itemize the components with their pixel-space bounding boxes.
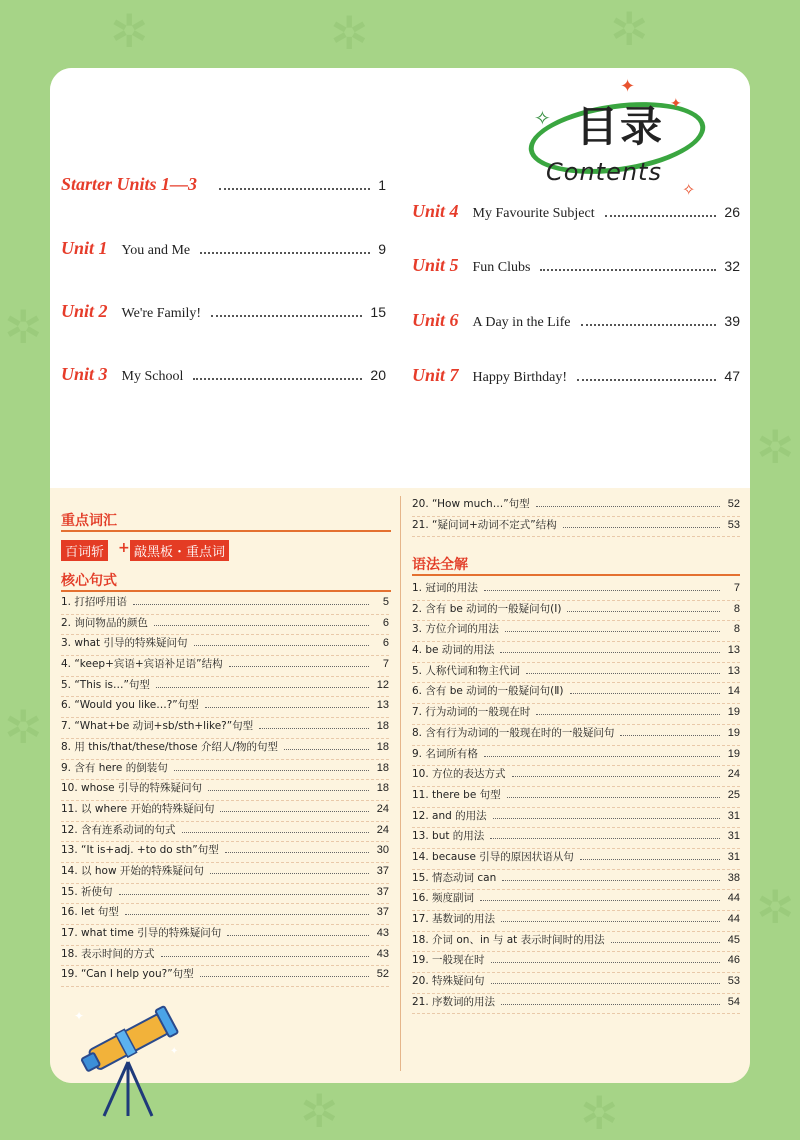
page-number: 13	[727, 644, 740, 657]
list-item[interactable]	[61, 677, 389, 698]
tree-decoration-icon: ✲	[580, 1086, 619, 1140]
page-number: 18	[376, 761, 389, 774]
tree-decoration-icon: ✲	[300, 1084, 339, 1138]
item-title: 1. 打招呼用语	[61, 596, 127, 608]
item-title: 19. 一般现在时	[412, 954, 485, 967]
list-item[interactable]	[61, 780, 389, 801]
list-item[interactable]	[61, 739, 389, 760]
leader-dots	[200, 976, 369, 977]
leader-dots	[507, 797, 720, 798]
list-item[interactable]	[412, 911, 740, 932]
page-number: 53	[727, 518, 740, 531]
unit-title: My Favourite Subject	[472, 206, 595, 221]
leader-dots	[205, 707, 369, 708]
item-title: 12. 含有连系动词的句式	[61, 823, 176, 836]
list-item[interactable]	[412, 517, 740, 538]
page-number: 31	[727, 809, 740, 822]
leader-dots	[284, 749, 369, 750]
page-number: 37	[376, 864, 389, 877]
item-title: 7. 行为动词的一般现在时	[412, 706, 531, 719]
sparkle-icon: ✦	[620, 76, 636, 97]
page-number: 15	[370, 304, 386, 320]
leader-dots	[259, 728, 369, 729]
item-title: 12. and 的用法	[412, 809, 487, 822]
item-title: 6. 含有 be 动词的一般疑问句(Ⅱ)	[412, 685, 564, 698]
grammar-list	[412, 580, 740, 1014]
leader-dots	[154, 625, 369, 626]
heading-underline	[61, 530, 391, 532]
list-item[interactable]	[61, 615, 389, 636]
list-item[interactable]	[61, 863, 389, 884]
list-item[interactable]	[61, 904, 389, 925]
tree-decoration-icon: ✲	[4, 700, 43, 754]
item-title: 20. “How much…”句型	[412, 498, 530, 510]
leader-dots	[493, 818, 720, 819]
list-item[interactable]	[61, 966, 389, 987]
leader-dots	[229, 666, 369, 667]
page-number: 52	[376, 968, 389, 981]
leader-dots	[491, 962, 720, 963]
item-title: 21. “疑问词+动词不定式”结构	[412, 518, 557, 531]
svg-text:✦: ✦	[170, 1046, 179, 1057]
leader-dots	[501, 1004, 720, 1005]
toc-entry-unit-4[interactable]	[412, 201, 740, 229]
contents-logo	[520, 76, 740, 206]
leader-dots	[225, 852, 369, 853]
leader-dots	[484, 756, 720, 757]
sentences-list-continued	[412, 496, 740, 537]
list-item[interactable]	[412, 952, 740, 973]
list-item[interactable]	[412, 890, 740, 911]
list-item[interactable]	[61, 925, 389, 946]
list-item[interactable]	[412, 849, 740, 870]
unit-title: A Day in the Life	[472, 315, 571, 330]
list-item[interactable]	[61, 842, 389, 863]
heading-underline	[412, 574, 740, 576]
column-divider	[400, 496, 401, 1071]
page-number: 45	[727, 933, 740, 946]
leader-dots	[156, 687, 369, 688]
page-number: 19	[727, 706, 740, 719]
item-title: 5. “This is…”句型	[61, 678, 150, 691]
leader-dots	[502, 880, 720, 881]
page-number: 31	[727, 850, 740, 863]
item-title: 15. 祈使句	[61, 885, 113, 898]
page-number: 39	[724, 313, 740, 329]
list-item[interactable]	[61, 697, 389, 718]
page-number: 43	[376, 927, 389, 939]
list-item[interactable]	[412, 663, 740, 684]
tree-decoration-icon: ✲	[330, 6, 369, 60]
leader-dots	[501, 921, 720, 922]
list-item[interactable]	[61, 760, 389, 781]
item-title: 10. 方位的表达方式	[412, 768, 506, 781]
list-item[interactable]	[412, 870, 740, 891]
item-title: 3. what 引导的特殊疑问句	[61, 637, 188, 650]
page-number: 32	[724, 258, 740, 274]
list-item[interactable]	[412, 932, 740, 953]
item-title: 18. 表示时间的方式	[61, 947, 155, 960]
page-number: 1	[378, 177, 386, 193]
item-title: 13. but 的用法	[412, 830, 485, 843]
unit-title: You and Me	[121, 243, 191, 258]
list-item[interactable]	[412, 746, 740, 767]
vocab-tag-1[interactable]: 百词斩	[61, 540, 108, 561]
leader-dots	[182, 832, 369, 833]
leader-dots	[512, 776, 720, 777]
list-item[interactable]	[61, 656, 389, 677]
leader-dots	[220, 811, 369, 812]
unit-title: Happy Birthday!	[472, 370, 567, 385]
contents-page	[50, 68, 750, 1083]
list-item[interactable]	[412, 642, 740, 663]
page-number: 13	[376, 699, 389, 712]
item-title: 9. 含有 here 的倒装句	[61, 761, 168, 774]
leader-dots	[567, 611, 720, 612]
unit-title: Fun Clubs	[472, 260, 531, 275]
leader-dots	[581, 324, 717, 326]
page-number: 7	[733, 582, 740, 594]
page-number: 31	[727, 830, 740, 843]
sparkle-icon: ✧	[534, 106, 551, 130]
item-title: 14. because 引导的原因状语从句	[412, 850, 574, 863]
sparkle-icon: ✦	[670, 96, 682, 112]
tree-decoration-icon: ✲	[4, 300, 43, 354]
tree-decoration-icon: ✲	[610, 2, 649, 56]
list-item[interactable]	[412, 496, 740, 517]
leader-dots	[620, 735, 720, 736]
page-number: 8	[733, 602, 740, 615]
toc-entry-unit-7[interactable]	[412, 365, 740, 393]
svg-text:✦: ✦	[74, 1009, 85, 1023]
item-title: 9. 名词所有格	[412, 747, 478, 760]
leader-dots	[133, 604, 369, 605]
item-title: 4. “keep+宾语+宾语补足语”结构	[61, 658, 223, 671]
page-number: 47	[724, 368, 740, 384]
item-title: 6. “Would you like…?”句型	[61, 699, 199, 712]
unit-label: Unit 5	[412, 255, 459, 275]
unit-label: Unit 4	[412, 201, 459, 221]
page-number: 44	[727, 913, 740, 925]
page-number: 25	[727, 788, 740, 801]
plus-sign: +	[118, 540, 130, 556]
unit-label: Unit 2	[61, 301, 108, 321]
list-item[interactable]	[61, 718, 389, 739]
page-number: 24	[376, 823, 389, 836]
page-number: 14	[727, 685, 740, 698]
item-title: 1. 冠词的用法	[412, 582, 478, 594]
unit-label: Unit 3	[61, 364, 108, 384]
page-number: 18	[376, 740, 389, 753]
leader-dots	[526, 673, 720, 674]
list-item[interactable]	[412, 828, 740, 849]
item-title: 21. 序数词的用法	[412, 995, 496, 1008]
leader-dots	[484, 590, 720, 591]
item-title: 18. 介词 on、in 与 at 表示时间时的用法	[412, 933, 605, 946]
page-number: 37	[376, 906, 389, 919]
item-title: 8. 含有行为动词的一般现在时的一般疑问句	[412, 726, 615, 739]
item-title: 16. 频度副词	[412, 892, 475, 905]
leader-dots	[210, 873, 369, 874]
item-title: 10. whose 引导的特殊疑问句	[61, 782, 202, 795]
page-number: 5	[382, 596, 389, 608]
units-panel	[50, 68, 750, 488]
vocab-heading: 重点词汇	[61, 513, 117, 529]
unit-label: Unit 6	[412, 310, 459, 330]
grammar-heading: 语法全解	[412, 557, 468, 573]
page-number: 19	[727, 747, 740, 760]
leader-dots	[161, 956, 369, 957]
page-number: 52	[727, 498, 740, 510]
list-item[interactable]	[412, 787, 740, 808]
page-number: 18	[376, 782, 389, 795]
list-item[interactable]	[61, 635, 389, 656]
page-number: 37	[376, 885, 389, 898]
leader-dots	[490, 838, 720, 839]
leader-dots	[227, 935, 369, 936]
item-title: 7. “What+be 动词+sb/sth+like?”句型	[61, 720, 254, 733]
tree-decoration-icon: ✲	[756, 880, 795, 934]
item-title: 2. 含有 be 动词的一般疑问句(Ⅰ)	[412, 602, 562, 615]
page-number: 9	[378, 241, 386, 257]
leader-dots	[208, 790, 369, 791]
sentences-list	[61, 594, 389, 987]
leader-dots	[125, 914, 369, 915]
unit-label: Starter Units 1—3	[61, 174, 198, 194]
page-number: 44	[727, 892, 740, 905]
toc-entry-unit-3[interactable]	[61, 364, 386, 392]
item-title: 11. there be 句型	[412, 788, 501, 801]
page-number: 18	[376, 720, 389, 733]
page-number: 8	[733, 623, 740, 636]
leader-dots	[563, 527, 720, 528]
title-en: Contents	[546, 158, 662, 186]
leader-dots	[200, 252, 370, 254]
list-item[interactable]	[61, 884, 389, 905]
page-number: 12	[376, 678, 389, 691]
tree-decoration-icon: ✲	[110, 4, 149, 58]
vocab-tag-2[interactable]: 敲黑板・重点词	[130, 540, 229, 561]
list-item[interactable]	[412, 725, 740, 746]
sentences-heading: 核心句式	[61, 573, 117, 589]
toc-entry-unit-2[interactable]	[61, 301, 386, 329]
leader-dots	[577, 379, 716, 381]
list-item[interactable]	[61, 946, 389, 967]
list-item[interactable]	[412, 973, 740, 994]
leader-dots	[219, 188, 370, 190]
item-title: 16. let 句型	[61, 906, 119, 919]
list-item[interactable]	[412, 704, 740, 725]
page-number: 20	[370, 367, 386, 383]
leader-dots	[211, 315, 362, 317]
leader-dots	[194, 645, 370, 646]
page-number: 26	[724, 204, 740, 220]
heading-underline	[61, 590, 391, 592]
leader-dots	[540, 269, 716, 271]
list-item[interactable]	[412, 621, 740, 642]
item-title: 20. 特殊疑问句	[412, 975, 485, 988]
list-item[interactable]	[412, 808, 740, 829]
list-item[interactable]	[61, 822, 389, 843]
item-title: 17. what time 引导的特殊疑问句	[61, 927, 222, 939]
leader-dots	[174, 770, 369, 771]
leader-dots	[570, 693, 720, 694]
list-item[interactable]	[412, 766, 740, 787]
list-item[interactable]	[412, 994, 740, 1015]
item-title: 8. 用 this/that/these/those 介绍人/物的句型	[61, 740, 278, 753]
telescope-icon	[70, 1000, 190, 1120]
leader-dots	[611, 942, 720, 943]
list-item[interactable]	[412, 683, 740, 704]
unit-title: We're Family!	[121, 306, 202, 321]
page-number: 19	[727, 726, 740, 739]
unit-title: My School	[121, 369, 184, 384]
item-title: 17. 基数词的用法	[412, 913, 496, 925]
page-number: 6	[382, 616, 389, 629]
title-cn: 目录	[576, 102, 665, 151]
leader-dots	[605, 215, 717, 217]
item-title: 4. be 动词的用法	[412, 644, 495, 657]
toc-entry-starter[interactable]	[61, 174, 386, 202]
leader-dots	[491, 983, 720, 984]
page-number: 38	[727, 871, 740, 884]
list-item[interactable]	[61, 801, 389, 822]
unit-label: Unit 7	[412, 365, 459, 385]
page-number: 30	[376, 844, 389, 857]
item-title: 15. 情态动词 can	[412, 871, 497, 884]
leader-dots	[536, 714, 720, 715]
toc-entry-unit-6[interactable]	[412, 310, 740, 338]
unit-label: Unit 1	[61, 238, 108, 258]
item-title: 5. 人称代词和物主代词	[412, 664, 520, 677]
sparkle-icon: ✧	[682, 180, 696, 199]
item-title: 19. “Can I help you?”句型	[61, 968, 194, 981]
toc-entry-unit-1[interactable]	[61, 238, 386, 266]
leader-dots	[505, 631, 720, 632]
leader-dots	[500, 652, 720, 653]
leader-dots	[119, 894, 369, 895]
item-title: 3. 方位介词的用法	[412, 623, 499, 636]
page-number: 54	[727, 995, 740, 1008]
item-title: 11. 以 where 开始的特殊疑问句	[61, 802, 215, 815]
leader-dots	[480, 900, 720, 901]
page-number: 43	[376, 947, 389, 960]
page-number: 24	[376, 802, 389, 815]
item-title: 2. 询问物品的颜色	[61, 616, 148, 629]
leader-dots	[193, 378, 362, 380]
page-number: 6	[382, 637, 389, 650]
page-number: 7	[382, 658, 389, 671]
index-panel	[50, 488, 750, 1083]
item-title: 13. “It is+adj. +to do sth”句型	[61, 844, 219, 857]
leader-dots	[536, 506, 720, 507]
page-number: 46	[727, 954, 740, 967]
list-item[interactable]	[412, 601, 740, 622]
page-number: 24	[727, 768, 740, 781]
page-number: 53	[727, 975, 740, 988]
list-item[interactable]	[412, 580, 740, 601]
tree-decoration-icon: ✲	[756, 420, 795, 474]
leader-dots	[580, 859, 720, 860]
list-item[interactable]	[61, 594, 389, 615]
toc-entry-unit-5[interactable]	[412, 255, 740, 283]
item-title: 14. 以 how 开始的特殊疑问句	[61, 864, 204, 877]
page-number: 13	[727, 664, 740, 677]
